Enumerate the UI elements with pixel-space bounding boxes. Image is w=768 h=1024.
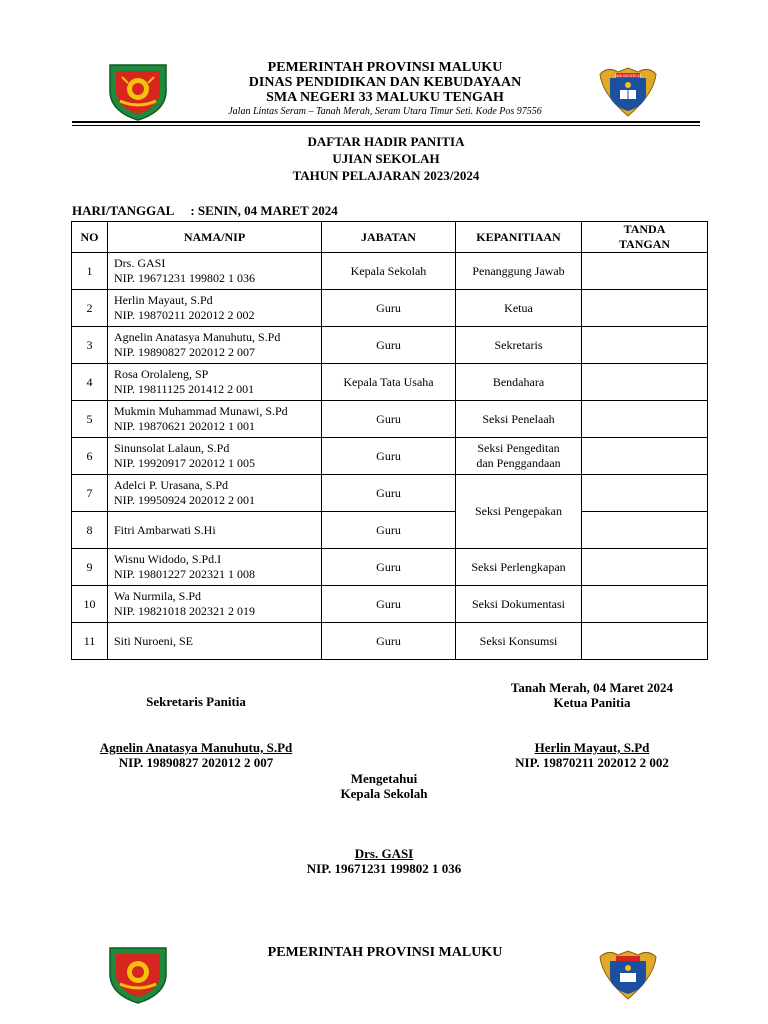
place-date: Tanah Merah, 04 Maret 2024 — [510, 680, 674, 695]
row-kepanitiaan: Penanggung Jawab — [456, 253, 582, 290]
table-row — [72, 623, 708, 660]
next-page-government: PEMERINTAH PROVINSI MALUKU — [267, 945, 503, 960]
kepsek-name: Drs. GASI — [354, 846, 414, 861]
header-tanda-tangan — [582, 222, 708, 253]
row-nip: NIP. 19811125 201412 2 001 — [114, 382, 255, 396]
row-kepanitiaan-line2: dan Penggandaan — [476, 456, 561, 470]
row-kepanitiaan: Seksi Pengepakan — [456, 475, 582, 549]
row-signature-cell[interactable] — [582, 401, 708, 438]
row-nip: NIP. 19801227 202321 1 008 — [114, 567, 256, 581]
ketua-title: Ketua Panitia — [553, 695, 631, 710]
ketua-name: Herlin Mayaut, S.Pd — [534, 740, 650, 755]
table-row — [72, 364, 708, 401]
row-nama: Wa Nurmila, S.Pd — [114, 589, 202, 603]
row-nama: Adelci P. Urasana, S.Pd — [114, 478, 228, 492]
kepsek-title-block — [270, 771, 498, 801]
ketua-name-block — [470, 740, 714, 770]
table-row — [72, 438, 708, 475]
letterhead-school: SMA NEGERI 33 MALUKU TENGAH — [266, 90, 504, 105]
row-nama-nip — [108, 512, 322, 549]
title-line-2: UJIAN SEKOLAH — [332, 151, 440, 166]
table-row — [72, 253, 708, 290]
row-kepanitiaan: Sekretaris — [456, 327, 582, 364]
table-row — [72, 512, 708, 549]
row-nama-nip — [108, 401, 322, 438]
row-nama-nip — [108, 364, 322, 401]
letterhead — [160, 60, 610, 118]
mengetahui: Mengetahui — [350, 771, 418, 786]
attendance-table — [71, 221, 708, 660]
row-jabatan: Kepala Sekolah — [322, 253, 456, 290]
row-signature-cell[interactable] — [582, 549, 708, 586]
row-nama-nip — [108, 475, 322, 512]
row-kepanitiaan: Seksi Perlengkapan — [456, 549, 582, 586]
date-value: : SENIN, 04 MARET 2024 — [190, 203, 338, 218]
letterhead-department: DINAS PENDIDIKAN DAN KEBUDAYAAN — [248, 75, 522, 90]
next-page-letterhead — [160, 945, 610, 960]
row-nip: NIP. 19671231 199802 1 036 — [114, 271, 256, 285]
row-nama: Mukmin Muhammad Munawi, S.Pd — [114, 404, 288, 418]
row-jabatan: Kepala Tata Usaha — [322, 364, 456, 401]
row-no: 5 — [72, 401, 108, 438]
school-emblem-icon — [598, 947, 658, 1001]
row-no: 3 — [72, 327, 108, 364]
row-jabatan: Guru — [322, 586, 456, 623]
row-signature-cell[interactable] — [582, 253, 708, 290]
row-signature-cell[interactable] — [582, 438, 708, 475]
header-nama-nip: NAMA/NIP — [108, 222, 322, 253]
letterhead-address: Jalan Lintas Seram – Tanah Merah, Seram Utara Timur Seti. Kode Pos 97556 — [228, 106, 542, 117]
row-nip: NIP. 19890827 202012 2 007 — [114, 345, 256, 359]
header-no: NO — [72, 222, 108, 253]
row-nama: Drs. GASI — [114, 256, 166, 270]
row-no: 10 — [72, 586, 108, 623]
header-tanda: TANDA — [623, 222, 666, 236]
sekretaris-title: Sekretaris Panitia — [146, 694, 246, 709]
row-signature-cell[interactable] — [582, 475, 708, 512]
row-kepanitiaan: Bendahara — [456, 364, 582, 401]
row-signature-cell[interactable] — [582, 364, 708, 401]
row-nama: Rosa Orolaleng, SP — [114, 367, 209, 381]
sekretaris-name: Agnelin Anatasya Manuhutu, S.Pd — [99, 740, 293, 755]
table-row — [72, 327, 708, 364]
row-kepanitiaan: Ketua — [456, 290, 582, 327]
row-nama: Herlin Mayaut, S.Pd — [114, 293, 213, 307]
row-nip: NIP. 19870211 202012 2 002 — [114, 308, 255, 322]
letterhead-government: PEMERINTAH PROVINSI MALUKU — [267, 60, 503, 75]
table-row — [72, 586, 708, 623]
row-nama-nip — [108, 438, 322, 475]
row-nama: Wisnu Widodo, S.Pd.I — [114, 552, 222, 566]
row-jabatan: Guru — [322, 327, 456, 364]
row-nama-nip — [108, 290, 322, 327]
row-jabatan: Guru — [322, 549, 456, 586]
ketua-nip: NIP. 19870211 202012 2 002 — [515, 755, 669, 770]
row-nama-nip — [108, 327, 322, 364]
row-no: 1 — [72, 253, 108, 290]
school-emblem-text: SMA NEGERI 33 — [614, 74, 642, 78]
row-nama-nip — [108, 549, 322, 586]
row-no: 9 — [72, 549, 108, 586]
row-no: 6 — [72, 438, 108, 475]
sekretaris-nip: NIP. 19890827 202012 2 007 — [118, 755, 274, 770]
row-nama-nip — [108, 586, 322, 623]
row-jabatan: Guru — [322, 512, 456, 549]
letterhead-rule-thin — [72, 125, 700, 126]
row-kepanitiaan — [456, 438, 582, 475]
row-no: 2 — [72, 290, 108, 327]
row-nama-nip — [108, 253, 322, 290]
row-jabatan: Guru — [322, 290, 456, 327]
title-line-1: DAFTAR HADIR PANITIA — [307, 134, 465, 149]
row-kepanitiaan: Seksi Dokumentasi — [456, 586, 582, 623]
kepsek-name-block — [270, 846, 498, 876]
row-no: 8 — [72, 512, 108, 549]
row-nip: NIP. 19821018 202321 2 019 — [114, 604, 256, 618]
row-no: 11 — [72, 623, 108, 660]
row-kepanitiaan-line1: Seksi Pengeditan — [477, 441, 560, 455]
row-signature-cell[interactable] — [582, 512, 708, 549]
row-nama-nip — [108, 623, 322, 660]
ketua-signature-block — [470, 680, 714, 710]
table-row — [72, 401, 708, 438]
school-emblem-icon — [598, 64, 658, 118]
date-label: HARI/TANGGAL — [72, 203, 175, 218]
row-signature-cell[interactable] — [582, 623, 708, 660]
table-row — [72, 290, 708, 327]
row-signature-cell[interactable] — [582, 586, 708, 623]
header-jabatan: JABATAN — [322, 222, 456, 253]
title-line-3: TAHUN PELAJARAN 2023/2024 — [292, 168, 480, 183]
document-title — [72, 133, 700, 184]
row-jabatan: Guru — [322, 401, 456, 438]
date-line — [72, 203, 338, 219]
row-jabatan: Guru — [322, 438, 456, 475]
table-row — [72, 549, 708, 586]
row-jabatan: Guru — [322, 475, 456, 512]
kepsek-title: Kepala Sekolah — [340, 786, 428, 801]
row-no: 7 — [72, 475, 108, 512]
row-nip: NIP. 19920917 202012 1 005 — [114, 456, 256, 470]
row-kepanitiaan: Seksi Penelaah — [456, 401, 582, 438]
row-signature-cell[interactable] — [582, 327, 708, 364]
row-nama: Fitri Ambarwati S.Hi — [114, 522, 216, 537]
row-nama: Siti Nuroeni, SE — [114, 633, 194, 648]
row-nama: Agnelin Anatasya Manuhutu, S.Pd — [114, 330, 281, 344]
table-header-row — [72, 222, 708, 253]
header-kepanitiaan: KEPANITIAAN — [456, 222, 582, 253]
row-nip: NIP. 19950924 202012 2 001 — [114, 493, 256, 507]
table-row — [72, 475, 708, 512]
letterhead-rule-thick — [72, 121, 700, 123]
row-no: 4 — [72, 364, 108, 401]
row-nip: NIP. 19870621 202012 1 001 — [114, 419, 256, 433]
sekretaris-signature-block — [70, 740, 322, 770]
kepsek-nip: NIP. 19671231 199802 1 036 — [306, 861, 462, 876]
row-jabatan: Guru — [322, 623, 456, 660]
row-kepanitiaan: Seksi Konsumsi — [456, 623, 582, 660]
header-tangan: TANGAN — [618, 237, 671, 251]
row-nama: Sinunsolat Lalaun, S.Pd — [114, 441, 230, 455]
row-signature-cell[interactable] — [582, 290, 708, 327]
